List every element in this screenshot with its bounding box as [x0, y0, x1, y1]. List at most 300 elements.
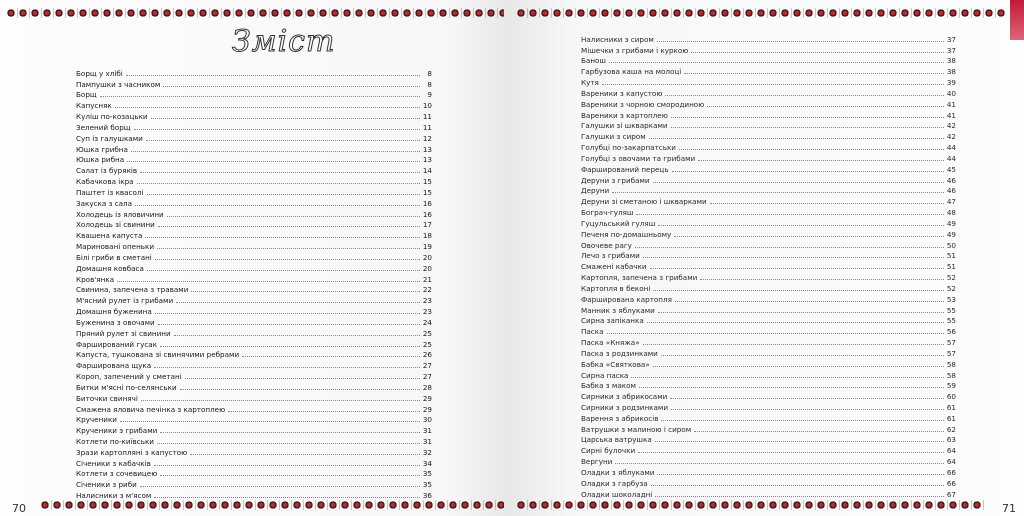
toc-entry-title: Варення з абрикосів — [581, 413, 659, 423]
toc-entry — [76, 262, 432, 273]
dot-leader — [638, 452, 944, 453]
toc-entry-title: Капусняк — [76, 101, 112, 111]
toc-entry-title: Царська ватрушка — [581, 435, 652, 445]
toc-entry-page: 53 — [946, 294, 956, 304]
toc-entry — [76, 359, 432, 370]
toc-entry-title: Бабка «Святкова» — [581, 359, 650, 369]
toc-entry-page: 37 — [946, 45, 956, 55]
dot-leader — [163, 86, 420, 87]
dot-leader — [700, 279, 944, 280]
toc-entry-page: 37 — [946, 34, 956, 44]
page-edge-red — [1010, 0, 1024, 40]
toc-entry-title: Крученики — [76, 415, 117, 425]
toc-entry-page: 58 — [946, 370, 956, 380]
dot-leader — [127, 161, 420, 162]
toc-entry-title: Картопля, запечена з грибами — [581, 273, 698, 283]
toc-entry-title: Деруни — [581, 186, 610, 196]
toc-entry — [581, 315, 956, 326]
toc-entry-page: 46 — [946, 186, 956, 196]
toc-entry-title: Картопля в беконі — [581, 283, 651, 293]
toc-entry-page: 55 — [946, 305, 956, 315]
toc-entry — [76, 424, 432, 435]
toc-entry — [76, 78, 432, 89]
dot-leader — [655, 441, 944, 442]
toc-entry-title: Домашня буженина — [76, 307, 152, 317]
toc-entry-title: Голубці з овочами та грибами — [581, 153, 696, 163]
toc-entry-title: Холодець із яловичини — [76, 209, 164, 219]
toc-entry-page: 48 — [946, 208, 956, 218]
dot-leader — [675, 301, 944, 302]
dot-leader — [653, 366, 944, 367]
dot-leader — [674, 236, 944, 237]
dot-leader — [602, 84, 944, 85]
dot-leader — [190, 454, 420, 455]
toc-entry-title: Вареники з чорною смородиною — [581, 99, 705, 109]
toc-entry-page: 16 — [422, 198, 432, 208]
toc-entry — [581, 304, 956, 315]
toc-list-left — [76, 67, 432, 500]
toc-entry — [76, 381, 432, 392]
toc-entry — [581, 325, 956, 336]
page-number-left: 70 — [12, 502, 26, 515]
dot-leader — [643, 344, 944, 345]
toc-entry-title: Кутя — [581, 78, 599, 88]
toc-entry — [76, 392, 432, 403]
toc-entry-title: Налисники з сиром — [581, 34, 654, 44]
dot-leader — [140, 486, 420, 487]
toc-entry-page: 29 — [422, 404, 432, 414]
dot-leader — [671, 117, 944, 118]
toc-entry-title: Гарбузова каша на молоці — [581, 67, 682, 77]
toc-entry — [581, 336, 956, 347]
toc-entry-title: Оладки з гарбуза — [581, 478, 648, 488]
dot-leader — [710, 203, 944, 204]
dot-leader — [160, 475, 420, 476]
toc-entry-page: 11 — [422, 112, 432, 122]
toc-entry-title: Короп, запечений у сметані — [76, 372, 182, 382]
toc-entry-page: 23 — [422, 296, 432, 306]
toc-entry-page: 44 — [946, 153, 956, 163]
toc-entry — [581, 282, 956, 293]
toc-entry-title: Банош — [581, 56, 607, 66]
toc-entry-title: Суп із галушками — [76, 133, 143, 143]
toc-entry-title: Борщ — [76, 90, 97, 100]
dot-leader — [157, 248, 420, 249]
toc-entry — [581, 228, 956, 239]
toc-entry-page: 10 — [422, 101, 432, 111]
toc-entry-title: Галушки зі шкварками — [581, 121, 668, 131]
toc-entry — [581, 444, 956, 455]
toc-entry-page: 19 — [422, 242, 432, 252]
toc-entry-page: 15 — [422, 187, 432, 197]
toc-entry — [581, 380, 956, 391]
dot-leader — [146, 140, 420, 141]
toc-entry-title: Мішечки з грибами і куркою — [581, 45, 689, 55]
toc-entry-title: Манник з яблуками — [581, 305, 655, 315]
toc-entry-page: 61 — [946, 402, 956, 412]
dot-leader — [140, 172, 420, 173]
toc-entry-page: 39 — [946, 78, 956, 88]
toc-entry — [76, 457, 432, 468]
toc-entry-page: 64 — [946, 457, 956, 467]
dot-leader — [672, 171, 944, 172]
dot-leader — [670, 398, 944, 399]
toc-entry — [581, 141, 956, 152]
toc-entry-page: 13 — [422, 144, 432, 154]
toc-entry-title: Сирники з родзинками — [581, 402, 668, 412]
toc-entry-page: 11 — [422, 122, 432, 132]
toc-entry-page: 34 — [422, 458, 432, 468]
toc-entry-title: Галушки з сиром — [581, 132, 646, 142]
toc-entry-title: Капуста, тушкована зі свинячими ребрами — [76, 350, 240, 360]
toc-entry — [581, 369, 956, 380]
dot-leader — [154, 367, 420, 368]
toc-entry-page: 14 — [422, 166, 432, 176]
toc-entry — [581, 109, 956, 120]
toc-entry-page: 22 — [422, 285, 432, 295]
ornament-border-top — [6, 8, 504, 18]
ornament-border-bottom — [40, 500, 504, 510]
toc-entry-page: 57 — [946, 338, 956, 348]
toc-entry — [76, 197, 432, 208]
toc-entry — [76, 468, 432, 479]
dot-leader — [176, 302, 420, 303]
dot-leader — [636, 214, 944, 215]
dot-leader — [185, 378, 420, 379]
dot-leader — [180, 389, 420, 390]
toc-entry-page: 30 — [422, 415, 432, 425]
toc-entry — [581, 55, 956, 66]
toc-entry-title: Фарширована картопля — [581, 294, 672, 304]
toc-entry-page: 41 — [946, 99, 956, 109]
dot-leader — [155, 259, 420, 260]
toc-entry — [76, 446, 432, 457]
toc-entry-page: 59 — [946, 381, 956, 391]
toc-entry-page: 51 — [946, 251, 956, 261]
toc-entry-title: Котлети по-київськи — [76, 436, 154, 446]
toc-entry — [76, 489, 432, 500]
toc-entry — [76, 284, 432, 295]
toc-entry-page: 20 — [422, 252, 432, 262]
toc-entry — [76, 164, 432, 175]
toc-entry-title: Білі гриби в сметані — [76, 252, 152, 262]
toc-entry — [581, 347, 956, 358]
dot-leader — [651, 485, 944, 486]
dot-leader — [661, 355, 944, 356]
toc-entry-page: 57 — [946, 348, 956, 358]
toc-entry-page: 23 — [422, 307, 432, 317]
toc-entry-title: Січеники з риби — [76, 480, 137, 490]
toc-entry-title: Вареники з картоплею — [581, 110, 668, 120]
toc-entry-page: 40 — [946, 88, 956, 98]
dot-leader — [134, 129, 420, 130]
toc-entry-page: 41 — [946, 110, 956, 120]
toc-entry — [581, 271, 956, 282]
toc-entry — [581, 87, 956, 98]
toc-entry-page: 35 — [422, 480, 432, 490]
toc-entry — [76, 208, 432, 219]
toc-entry-page: 67 — [946, 489, 956, 499]
toc-entry-page: 28 — [422, 382, 432, 392]
toc-entry-title: Деруни зі сметаною і шкварками — [581, 197, 707, 207]
toc-entry — [581, 163, 956, 174]
toc-entry — [76, 89, 432, 100]
toc-entry — [581, 217, 956, 228]
toc-entry-page: 45 — [946, 164, 956, 174]
toc-entry — [76, 186, 432, 197]
toc-entry — [76, 273, 432, 284]
dot-leader — [135, 205, 420, 206]
toc-entry — [76, 370, 432, 381]
toc-entry — [581, 206, 956, 217]
toc-entry-title: Паска «Княжа» — [581, 338, 640, 348]
toc-entry-title: Юшка рибна — [76, 155, 125, 165]
dot-leader — [167, 216, 420, 217]
toc-entry-title: Куліш по-козацьки — [76, 112, 148, 122]
toc-entry-title: Биточки свинячі — [76, 393, 138, 403]
toc-entry — [76, 121, 432, 132]
toc-entry-page: 20 — [422, 263, 432, 273]
toc-entry — [76, 110, 432, 121]
toc-entry — [76, 219, 432, 230]
toc-entry — [76, 338, 432, 349]
dot-leader — [141, 400, 420, 401]
toc-entry-title: Лечо з грибами — [581, 251, 640, 261]
toc-entry-page: 27 — [422, 361, 432, 371]
dot-leader — [612, 192, 944, 193]
toc-entry-page: 52 — [946, 283, 956, 293]
toc-entry-title: Січеники з кабачків — [76, 458, 151, 468]
toc-entry-title: Закуска з сала — [76, 198, 133, 208]
dot-leader — [158, 324, 420, 325]
toc-entry — [76, 349, 432, 360]
toc-entry-title: Кров'янка — [76, 274, 115, 284]
toc-entry-title: Овочеве рагу — [581, 240, 632, 250]
dot-leader — [100, 96, 420, 97]
toc-entry-title: Бограч-гуляш — [581, 208, 634, 218]
toc-entry-title: Битки м'ясні по-селянськи — [76, 382, 177, 392]
toc-entry-title: Холодець зі свинини — [76, 220, 155, 230]
toc-entry-title: Мариновані опеньки — [76, 242, 155, 252]
toc-entry-page: 52 — [946, 273, 956, 283]
toc-entry-page: 27 — [422, 372, 432, 382]
toc-entry-page: 60 — [946, 392, 956, 402]
dot-leader — [147, 270, 420, 271]
toc-entry-title: Крученики з грибами — [76, 426, 158, 436]
toc-entry — [581, 33, 956, 44]
toc-entry — [76, 403, 432, 414]
dot-leader — [158, 226, 420, 227]
toc-entry — [581, 174, 956, 185]
toc-entry-title: Оладки шоколадні — [581, 489, 653, 499]
dot-leader — [115, 107, 420, 108]
toc-entry-page: 31 — [422, 436, 432, 446]
toc-entry-title: Паска — [581, 327, 604, 337]
toc-entry-page: 16 — [422, 209, 432, 219]
page-number-right: 71 — [1002, 502, 1016, 515]
dot-leader — [658, 225, 944, 226]
toc-entry-title: Фарширована щука — [76, 361, 152, 371]
dot-leader — [657, 474, 944, 475]
toc-entry — [76, 143, 432, 154]
toc-entry — [76, 478, 432, 489]
dot-leader — [147, 194, 421, 195]
toc-entry — [76, 316, 432, 327]
dot-leader — [679, 149, 944, 150]
toc-entry-title: Свинина, запечена з травами — [76, 285, 189, 295]
toc-entry-page: 63 — [946, 435, 956, 445]
dot-leader — [117, 281, 420, 282]
ornament-border-bottom — [516, 500, 984, 510]
toc-entry-title: М'ясний рулет із грибами — [76, 296, 174, 306]
toc-entry — [76, 305, 432, 316]
toc-entry-title: Зелений борщ — [76, 122, 131, 132]
dot-leader — [635, 247, 944, 248]
toc-entry-title: Смажені кабачки — [581, 262, 647, 272]
dot-leader — [661, 420, 944, 421]
dot-leader — [650, 268, 944, 269]
toc-entry-page: 18 — [422, 231, 432, 241]
toc-entry-page: 61 — [946, 413, 956, 423]
dot-leader — [658, 312, 944, 313]
toc-entry — [76, 294, 432, 305]
toc-entry-title: Котлети з сочевицею — [76, 469, 158, 479]
toc-entry-title: Вареники з капустою — [581, 88, 663, 98]
dot-leader — [157, 443, 420, 444]
dot-leader — [649, 138, 944, 139]
toc-entry-page: 42 — [946, 121, 956, 131]
toc-entry — [76, 67, 432, 78]
toc-entry-title: Вергуни — [581, 457, 613, 467]
toc-entry-title: Сирні булочки — [581, 446, 636, 456]
toc-entry — [581, 455, 956, 466]
toc-entry — [581, 477, 956, 488]
dot-leader — [154, 465, 420, 466]
toc-entry-page: 64 — [946, 446, 956, 456]
toc-entry-title: Сирна паска — [581, 370, 629, 380]
toc-entry — [581, 185, 956, 196]
toc-entry-page: 25 — [422, 339, 432, 349]
toc-entry-title: Буженина з овочами — [76, 317, 155, 327]
toc-entry-page: 9 — [427, 90, 432, 100]
toc-entry — [76, 99, 432, 110]
toc-entry-page: 25 — [422, 328, 432, 338]
toc-entry-title: Сирна запіканка — [581, 316, 644, 326]
dot-leader — [145, 237, 420, 238]
dot-leader — [151, 118, 420, 119]
toc-entry-page: 55 — [946, 316, 956, 326]
toc-entry-title: Квашена капуста — [76, 231, 143, 241]
toc-entry-page: 21 — [422, 274, 432, 284]
toc-entry — [76, 435, 432, 446]
dot-leader — [191, 291, 420, 292]
toc-entry-title: Паска з родзинками — [581, 348, 658, 358]
toc-entry-title: Паштет із квасолі — [76, 187, 144, 197]
dot-leader — [228, 411, 420, 412]
toc-entry-page: 44 — [946, 143, 956, 153]
toc-entry — [581, 120, 956, 131]
toc-entry — [581, 488, 956, 499]
toc-entry-page: 38 — [946, 67, 956, 77]
dot-leader — [655, 496, 944, 497]
toc-entry-page: 35 — [422, 469, 432, 479]
dot-leader — [671, 127, 944, 128]
toc-entry — [581, 260, 956, 271]
dot-leader — [657, 41, 944, 42]
toc-entry — [581, 434, 956, 445]
toc-entry-page: 51 — [946, 262, 956, 272]
dot-leader — [707, 106, 944, 107]
toc-entry — [581, 250, 956, 261]
dot-leader — [665, 95, 944, 96]
dot-leader — [684, 73, 944, 74]
toc-entry-page: 26 — [422, 350, 432, 360]
toc-entry — [581, 76, 956, 87]
toc-entry — [76, 414, 432, 425]
dot-leader — [647, 322, 944, 323]
dot-leader — [631, 377, 944, 378]
toc-entry-title: Пампушки з часником — [76, 79, 161, 89]
toc-entry-title: Смажена яловича печінка з картоплею — [76, 404, 226, 414]
toc-entry-page: 36 — [422, 491, 432, 501]
toc-entry-page: 47 — [946, 197, 956, 207]
left-page — [0, 0, 510, 516]
toc-entry — [581, 358, 956, 369]
dot-leader — [609, 62, 944, 63]
toc-entry-title: Борщ у хлібі — [76, 68, 123, 78]
toc-entry-page: 66 — [946, 467, 956, 477]
right-page — [512, 0, 1024, 516]
dot-leader — [242, 356, 420, 357]
dot-leader — [120, 421, 420, 422]
dot-leader — [694, 431, 944, 432]
toc-entry-page: 32 — [422, 447, 432, 457]
dot-leader — [615, 463, 944, 464]
ornament-border-top — [516, 8, 1006, 18]
toc-entry-title: Фарширований перець — [581, 164, 669, 174]
toc-entry-page: 49 — [946, 229, 956, 239]
toc-entry-page: 13 — [422, 155, 432, 165]
toc-entry-page: 56 — [946, 327, 956, 337]
toc-entry-page: 29 — [422, 393, 432, 403]
toc-entry-title: Оладки з яблуками — [581, 467, 655, 477]
toc-entry-page: 49 — [946, 218, 956, 228]
toc-entry-page: 15 — [422, 177, 432, 187]
toc-entry-title: Пряний рулет зі свинини — [76, 328, 171, 338]
toc-entry-page: 62 — [946, 424, 956, 434]
toc-entry-title: Домашня ковбаса — [76, 263, 144, 273]
toc-entry — [76, 154, 432, 165]
page-title: Зміст — [232, 24, 336, 59]
dot-leader — [174, 335, 420, 336]
toc-entry-page: 8 — [427, 79, 432, 89]
toc-entry-page: 31 — [422, 426, 432, 436]
toc-entry-page: 66 — [946, 478, 956, 488]
toc-entry — [581, 412, 956, 423]
toc-entry — [76, 240, 432, 251]
dot-leader — [671, 409, 944, 410]
toc-entry-title: Бабка з маком — [581, 381, 636, 391]
toc-entry-page: 46 — [946, 175, 956, 185]
toc-entry-title: Деруни з грибами — [581, 175, 650, 185]
toc-entry — [581, 152, 956, 163]
toc-entry-title: Голубці по-закарпатськи — [581, 143, 676, 153]
dot-leader — [137, 183, 420, 184]
toc-entry-title: Налисники з м'ясом — [76, 491, 152, 501]
dot-leader — [160, 432, 420, 433]
toc-entry — [581, 293, 956, 304]
toc-entry — [76, 251, 432, 262]
